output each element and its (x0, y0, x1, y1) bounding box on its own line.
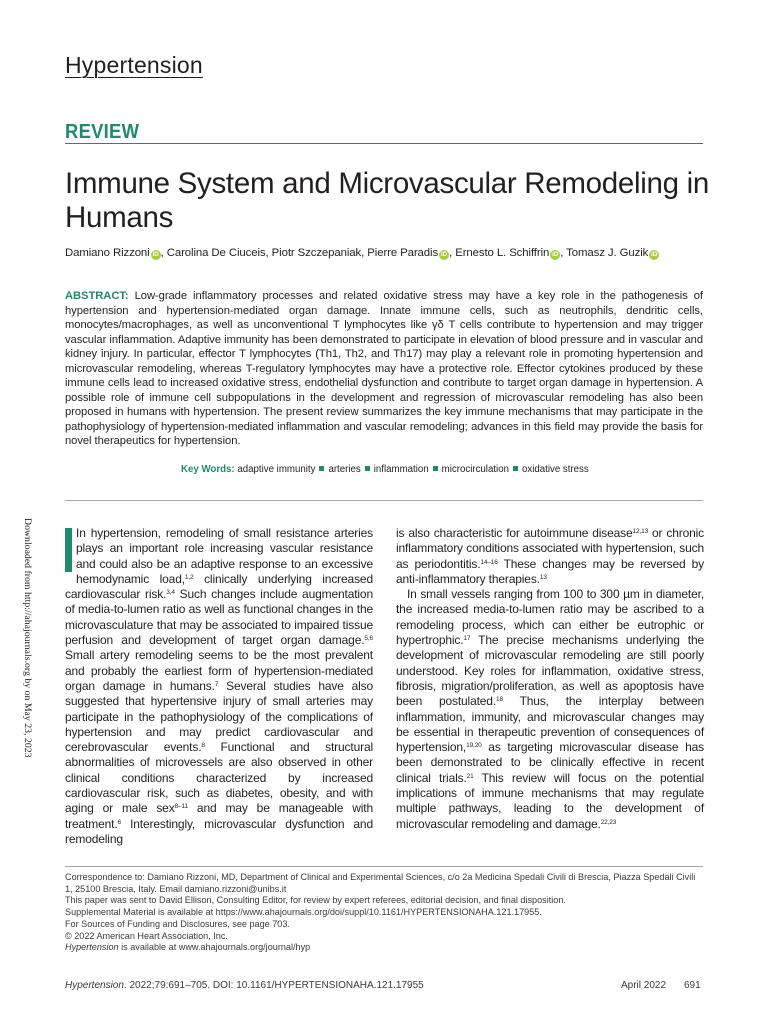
footnote-correspondence: Correspondence to: Damiano Rizzoni, MD, Department of Clinical and Experimental Sciences, c/o 2a Medicina Spedali Civili di Brescia, Piazza Spedali Civili 1, 25100 Brescia, Italy. Email damiano.rizzoni@unibs.it (65, 872, 696, 894)
footer-journal: Hypertension (65, 980, 124, 991)
author-name: Tomasz J. Guzik (566, 247, 649, 259)
body-text: is also characteristic for autoimmune disease (396, 526, 633, 540)
orcid-icon[interactable]: iD (651, 251, 658, 258)
body-text: clinically underlying increased cardiovascular risk. (65, 571, 373, 602)
body-paragraph (396, 587, 704, 832)
body-text: Such changes include augmentation of media-to-lumen ratio as well as functional changes in the microvasculature that may be associated to impaired tissue perfusion and development of target organ damage. (65, 587, 373, 648)
footnote-journal-name: Hypertension (65, 942, 119, 953)
body-column-right (396, 526, 704, 832)
body-text: or chronic inflammatory conditions associated with hypertension, such as periodontitis. (396, 526, 704, 571)
author-name: Carolina De Ciuceis (166, 247, 266, 259)
keyword: microcirculation (441, 464, 509, 475)
journal-name: Hypertension (65, 52, 203, 78)
dropcap-letter: I (76, 526, 80, 540)
citation-ref[interactable]: 13 (539, 573, 547, 581)
keyword: oxidative stress (521, 464, 589, 475)
orcid-icon[interactable]: iD (152, 251, 159, 258)
keywords (181, 464, 589, 475)
citation-ref[interactable]: 21 (466, 772, 474, 780)
body-text: Thus, the interplay between inflammation, immunity, and microvascular changes may be essential in therapeutic prevention of consequences of hypertension, (396, 694, 704, 755)
body-text: Several studies have also suggested that hypertensive injury of small arteries may participate in the pathophysiology of the complications of hypertension and may predict cardiovascular and cerebrovascular events. (65, 678, 373, 755)
author-name: Piotr Szczepaniak (271, 247, 362, 259)
abstract (65, 289, 703, 449)
body-text: The precise mechanisms underlying the development of microvascular remodeling are still poorly understood. Key roles for inflammation, oxidative stress, fibrosis, migration/proliferation, as well as apoptosis have been postulated. (396, 633, 704, 709)
keyword: inflammation (373, 464, 429, 475)
author-name: Pierre Paradis (367, 247, 439, 259)
abstract-text: Low-grade inflammatory processes and related oxidative stress may have a key role in the pathogenesis of hypertension and hypertension-mediated organ damage. Innate immune cells, such as neutrophils, dendritic cells, monocytes/macrophages, as well as unconventional T lymphocytes like γδ T cells contribute to hypertension and may trigger vascular inflammation. Adaptive immunity has been demonstrated to participate in elevation of blood pressure and in vascular and kidney injury. In particular, effector T lymphocytes (Th1, Th2, and Th17) may play a relevant role in promoting hypertension and microvascular remodeling, whereas T-regulatory lymphocytes may have a protective role. Effector cytokines produced by these immune cells lead to increased oxidative stress, endothelial dysfunction and contribute to target organ damage in hypertension. A possible role of immune cell subpopulations in the development and regression of microvascular remodeling has also been proposed in humans with hypertension. The present review summarizes the key immune mechanisms that may participate in the pathophysiology of hypertension-mediated inflammation and vascular remodeling; advances in this field may provide the basis for novel therapeutics for hypertension. (65, 290, 703, 447)
citation-ref[interactable]: 8 (201, 742, 205, 750)
author-list: Damiano Rizzoni iD , Carolina De Ciuceis, Piotr Szczepaniak, Pierre Paradis iD , Ernesto L. Schiffrin iD , Tomasz J. Guzik iD (65, 247, 658, 259)
orcid-icon[interactable]: iD (440, 251, 448, 258)
footer-citation-text: . 2022;79:691–705. DOI: 10.1161/HYPERTENSIONAHA.121.17955 (123, 980, 424, 991)
keyword-separator-icon (433, 466, 438, 471)
footnote-rule (65, 866, 703, 867)
abstract-label: ABSTRACT: (65, 290, 129, 302)
body-paragraph (396, 526, 704, 587)
author-name: Ernesto L. Schiffrin (455, 247, 550, 259)
section-rule (65, 143, 703, 144)
body-text: Interestingly, microvascular dysfunction and remodeling (65, 816, 373, 846)
citation-ref[interactable]: 1,2 (184, 573, 194, 581)
body-text: and may be manageable with treatment. (65, 801, 373, 831)
keyword-separator-icon (365, 466, 370, 471)
citation-ref[interactable]: 3,4 (166, 589, 175, 597)
citation-ref[interactable]: 7 (214, 680, 219, 688)
footnotes (65, 872, 705, 954)
orcid-icon[interactable]: iD (552, 251, 559, 258)
keyword: adaptive immunity (237, 464, 316, 475)
body-text: as targeting microvascular disease has been demonstrated to be clinically effective in recent clinical trials. (396, 740, 704, 785)
keyword-separator-icon (513, 466, 518, 471)
citation-ref[interactable]: 17 (463, 635, 471, 643)
footer-citation (65, 980, 424, 991)
citation-ref[interactable]: 18 (496, 696, 503, 704)
section-divider (65, 500, 703, 501)
footnote-availability-text: is available at www.ahajournals.org/journal/hyp (118, 942, 311, 953)
download-note (22, 518, 40, 758)
author-name: Damiano Rizzoni (65, 247, 150, 259)
body-text: n hypertension, remodeling of small resistance arteries plays an important role increasing vascular resistance and could also be an adaptive response to an excessive hemodynamic load, (76, 526, 373, 586)
citation-ref[interactable]: 12,13 (632, 528, 649, 535)
body-text: These changes may be reversed by anti-inflammatory therapies. (396, 556, 704, 586)
footer-date: April 2022 (621, 980, 667, 991)
keyword-separator-icon (319, 466, 324, 471)
download-note-text: Downloaded from http://ahajournals.org by on May 23, 2023 (22, 518, 33, 758)
section-label: REVIEW (65, 121, 140, 143)
footnote-copyright: © 2022 American Heart Association, Inc. (65, 930, 228, 941)
body-text: Functional and structural abnormalities of microvessels are also observed in other clinical conditions characterized by increased cardiovascular risk, such as diabetes, obesity, and with aging or male sex (65, 740, 373, 816)
citation-ref[interactable]: 14–16 (480, 558, 498, 566)
keywords-label: Key Words: (181, 464, 235, 475)
footnote-editor: This paper was sent to David Ellison, Consulting Editor, for review by expert referees, editorial decision, and final disposition. (65, 895, 566, 906)
article-title: Immune System and Microvascular Remodeling in Humans (65, 167, 709, 234)
citation-ref[interactable]: 19,20 (466, 742, 482, 750)
citation-ref[interactable]: 5,6 (364, 635, 373, 643)
body-text: Small artery remodeling seems to be the most prevalent and probably the earliest form of hypertension-mediated organ damage in humans. (65, 648, 373, 693)
body-column-left (65, 526, 373, 847)
body-text: In small vessels ranging from 100 to 300 µm in diameter, the increased media-to-lumen ratio may be ascribed to a remodeling process, which can either be eutrophic or hypertrophic. (396, 587, 704, 648)
footnote-funding: For Sources of Funding and Disclosures, see page 703. (65, 918, 290, 929)
keyword: arteries (328, 464, 361, 475)
page-number: 691 (684, 980, 701, 991)
footnote-supplemental: Supplemental Material is available at https://www.ahajournals.org/doi/suppl/10.1161/HYPERTENSIONAHA.121.17955. (65, 907, 542, 918)
body-text: This review will focus on the potential implications of immune mechanisms that may regulate multiple pathways, leading to the development of microvascular remodeling and damage. (396, 770, 704, 831)
citation-ref[interactable]: 8–11 (174, 803, 188, 811)
body-paragraph (65, 526, 373, 847)
dropcap-bar (65, 528, 72, 572)
citation-ref[interactable]: 22,23 (600, 818, 617, 826)
footnote-availability (65, 942, 705, 954)
citation-ref[interactable]: 6 (117, 818, 121, 826)
